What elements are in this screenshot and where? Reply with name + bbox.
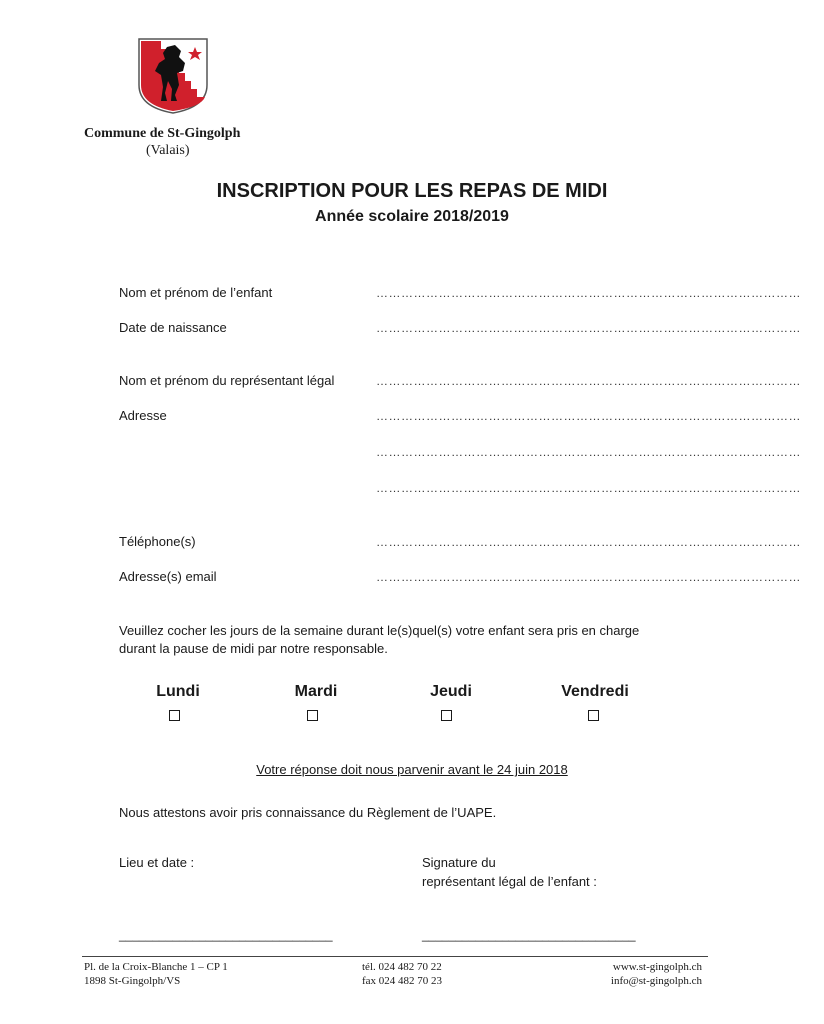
address-field-line-3[interactable]: ………………………………………………………………………………………… bbox=[376, 481, 801, 495]
footer-divider bbox=[82, 956, 708, 957]
email-label: Adresse(s) email bbox=[119, 569, 217, 584]
commune-crest-logo bbox=[137, 37, 209, 115]
day-label-jeudi: Jeudi bbox=[430, 683, 472, 700]
email-field[interactable]: ………………………………………………………………………………………… bbox=[376, 570, 801, 584]
guardian-name-label: Nom et prénom du représentant légal bbox=[119, 373, 335, 388]
document-subtitle: Année scolaire 2018/2019 bbox=[315, 208, 509, 225]
footer-phone: tél. 024 482 70 22 bbox=[362, 961, 442, 973]
signature-line[interactable]: ________________________________ bbox=[422, 928, 636, 942]
footer-address-2: 1898 St-Gingolph/VS bbox=[84, 975, 181, 987]
attestation-text: Nous attestons avoir pris connaissance du Règlement de l’UAPE. bbox=[119, 805, 497, 820]
footer-address-1: Pl. de la Croix-Blanche 1 – CP 1 bbox=[84, 961, 228, 973]
deadline-notice: Votre réponse doit nous parvenir avant le 24 juin 2018 bbox=[256, 762, 568, 777]
birth-date-label: Date de naissance bbox=[119, 320, 227, 335]
instructions-line-1: Veuillez cocher les jours de la semaine durant le(s)quel(s) votre enfant sera pris en charge bbox=[119, 623, 640, 638]
address-field-line-1[interactable]: ………………………………………………………………………………………… bbox=[376, 409, 801, 423]
signature-label-line-2: représentant légal de l’enfant : bbox=[422, 874, 597, 889]
checkbox-vendredi[interactable] bbox=[588, 710, 599, 721]
address-label: Adresse bbox=[119, 408, 167, 423]
footer-email-link[interactable]: info@st-gingolph.ch bbox=[610, 975, 702, 987]
phone-field[interactable]: ………………………………………………………………………………………… bbox=[376, 535, 801, 549]
signature-label-line-1: Signature du bbox=[422, 855, 496, 870]
guardian-name-field[interactable]: ………………………………………………………………………………………… bbox=[376, 374, 801, 388]
commune-name: Commune de St-Gingolph bbox=[84, 126, 241, 141]
day-label-lundi: Lundi bbox=[156, 683, 200, 700]
canton-name: (Valais) bbox=[146, 143, 190, 158]
child-name-field[interactable]: ………………………………………………………………………………………… bbox=[376, 286, 801, 300]
child-name-label: Nom et prénom de l’enfant bbox=[119, 285, 273, 300]
day-label-mardi: Mardi bbox=[294, 683, 338, 700]
document-title: INSCRIPTION POUR LES REPAS DE MIDI bbox=[216, 180, 608, 202]
day-label-vendredi: Vendredi bbox=[561, 683, 629, 700]
phone-label: Téléphone(s) bbox=[119, 534, 196, 549]
checkbox-jeudi[interactable] bbox=[441, 710, 452, 721]
footer-website-link[interactable]: www.st-gingolph.ch bbox=[612, 961, 702, 973]
birth-date-field[interactable]: ………………………………………………………………………………………… bbox=[376, 321, 801, 335]
instructions-line-2: durant la pause de midi par notre responsable. bbox=[119, 641, 388, 656]
footer-fax: fax 024 482 70 23 bbox=[362, 975, 443, 987]
checkbox-mardi[interactable] bbox=[307, 710, 318, 721]
checkbox-lundi[interactable] bbox=[169, 710, 180, 721]
place-date-label: Lieu et date : bbox=[119, 855, 195, 870]
address-field-line-2[interactable]: ………………………………………………………………………………………… bbox=[376, 445, 801, 459]
place-date-line[interactable]: ________________________________ bbox=[119, 928, 333, 942]
